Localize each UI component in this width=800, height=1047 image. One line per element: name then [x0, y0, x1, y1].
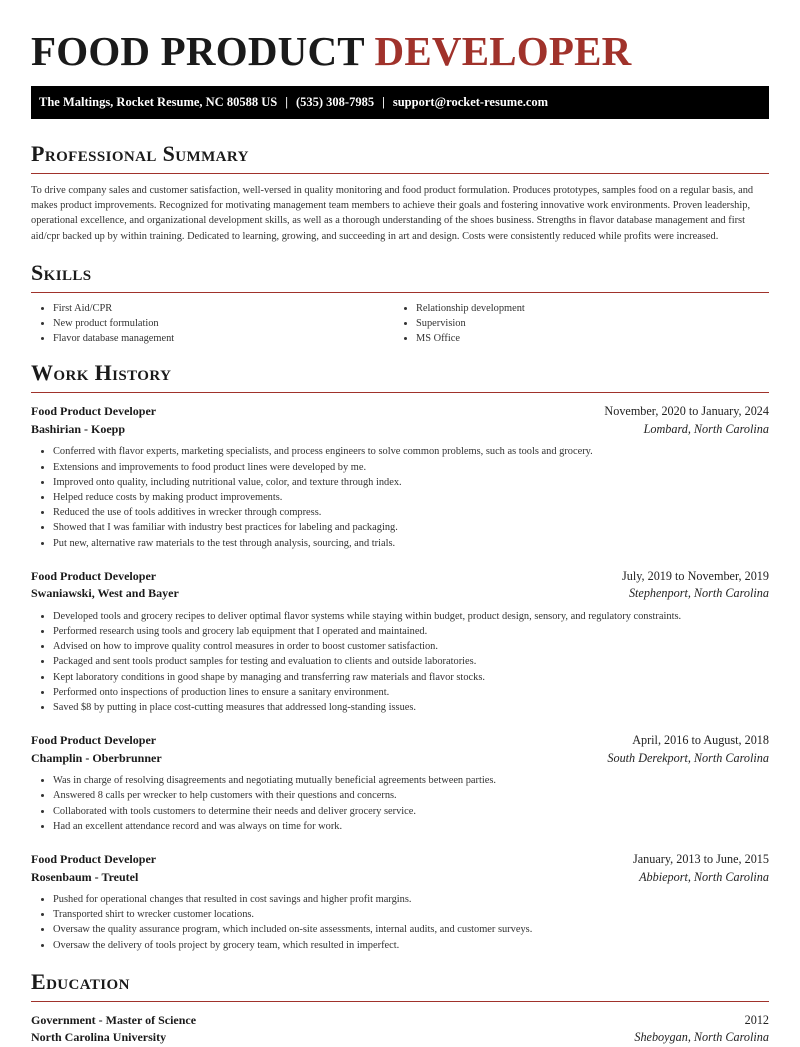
contact-phone: (535) 308-7985	[295, 95, 375, 109]
contact-address: The Maltings, Rocket Resume, NC 80588 US	[39, 95, 278, 109]
duty-item: • Kept laboratory conditions in good shape by managing and transferring raw materials and flavor stocks.	[53, 670, 769, 685]
duty-item: • Put new, alternative raw materials to the test through analysis, sourcing, and trials.	[53, 536, 769, 551]
duty-item: • Oversaw the quality assurance program, which included on-site assessments, internal audits, and customer surveys.	[53, 922, 769, 937]
job-entry	[31, 732, 769, 834]
job-duties	[31, 773, 769, 834]
job-title: Food Product Developer	[31, 568, 157, 583]
education-location: Sheboygan, North Carolina	[634, 1030, 769, 1045]
job-duties	[31, 892, 769, 953]
duty-item: • Showed that I was familiar with industry best practices for labeling and packaging.	[53, 520, 769, 535]
name-primary: FOOD PRODUCT	[31, 28, 365, 74]
summary-heading: Professional Summary	[31, 141, 249, 166]
contact-separator: |	[285, 95, 288, 109]
skills-list	[31, 301, 769, 347]
skill-item: • Supervision	[416, 316, 757, 331]
contact-email: support@rocket-resume.com	[392, 95, 549, 109]
duty-item: • Performed onto inspections of production lines to ensure a sanitary environment.	[53, 685, 769, 700]
contact-separator: |	[382, 95, 385, 109]
duty-item: • Pushed for operational changes that resulted in cost savings and higher profit margins.	[53, 892, 769, 907]
duty-item: • Transported shirt to wrecker customer locations.	[53, 907, 769, 922]
skill-item: • First Aid/CPR	[53, 301, 394, 316]
job-location: Stephenport, North Carolina	[628, 586, 769, 601]
skill-item: • MS Office	[416, 331, 757, 346]
section-divider	[31, 1001, 769, 1002]
duty-item: • Had an excellent attendance record and was always on time for work.	[53, 819, 769, 834]
duty-item: • Collaborated with tools customers to determine their needs and deliver grocery service.	[53, 804, 769, 819]
job-employer: Swaniawski, West and Bayer	[31, 586, 179, 601]
duty-item: • Improved onto quality, including nutritional value, color, and texture through index.	[53, 475, 769, 490]
duty-item: • Advised on how to improve quality control measures in order to boost customer satisfaction.	[53, 639, 769, 654]
duty-item: • Developed tools and grocery recipes to deliver optimal flavor systems while staying within budget, product design, sensory, and regulatory constraints.	[53, 609, 769, 624]
job-dates: January, 2013 to June, 2015	[633, 852, 769, 867]
job-entry	[31, 403, 769, 550]
skill-item: • Relationship development	[416, 301, 757, 316]
job-dates: April, 2016 to August, 2018	[632, 733, 769, 748]
job-duties	[31, 444, 769, 550]
education-entry	[31, 1012, 769, 1047]
job-entry	[31, 568, 769, 715]
job-duties	[31, 609, 769, 715]
duty-item: • Conferred with flavor experts, marketing specialists, and process engineers to solve common problems, such as tools and grocery.	[53, 444, 769, 459]
education-school: North Carolina University	[31, 1030, 167, 1045]
job-title: Food Product Developer	[31, 733, 157, 748]
duty-item: • Saved $8 by putting in place cost-cutting measures that addressed long-standing issues.	[53, 700, 769, 715]
duty-item: • Extensions and improvements to food product lines were developed by me.	[53, 460, 769, 475]
duty-item: • Answered 8 calls per wrecker to help customers with their questions and concerns.	[53, 788, 769, 803]
education-year: 2012	[744, 1012, 769, 1027]
job-entry	[31, 851, 769, 953]
skill-item: • New product formulation	[53, 316, 394, 331]
job-dates: July, 2019 to November, 2019	[622, 568, 769, 583]
job-employer: Champlin - Oberbrunner	[31, 750, 162, 765]
job-employer: Bashirian - Koepp	[31, 421, 126, 436]
education-degree: Government - Master of Science	[31, 1012, 197, 1027]
section-divider	[31, 173, 769, 174]
job-dates: November, 2020 to January, 2024	[604, 404, 769, 419]
resume-name	[31, 0, 769, 74]
work-history-heading: Work History	[31, 360, 172, 386]
education-heading: Education	[31, 968, 130, 994]
skills-heading: Skills	[31, 259, 92, 285]
section-divider	[31, 392, 769, 393]
section-divider	[31, 292, 769, 293]
duty-item: • Oversaw the delivery of tools project by grocery team, which resulted in imperfect.	[53, 938, 769, 953]
duty-item: • Was in charge of resolving disagreements and negotiating mutually beneficial agreements between parties.	[53, 773, 769, 788]
job-location: South Derekport, North Carolina	[607, 750, 769, 765]
skills-column-left	[31, 301, 394, 347]
contact-bar	[31, 86, 769, 119]
job-title: Food Product Developer	[31, 404, 157, 419]
skill-item: • Flavor database management	[53, 331, 394, 346]
summary-text: To drive company sales and customer satisfaction, well-versed in quality monitoring and food product formulation. Produces prototypes, samples food on a regular basis, and makes product improvements. Recognized for motivating management team members to achieve their goals and fostering innovative work environments. Proven leadership, operational excellence, and organizational development skills, as well as a thorough understanding of the shoes business. Strengths in flavor database management and first aid/cpr backed up by within training. Dedicated to learning, growing, and succeeding in art and design. Costs were consistently reduced while profits were increased.	[31, 185, 754, 242]
duty-item: • Performed research using tools and grocery lab equipment that I operated and maintained.	[53, 624, 769, 639]
job-title: Food Product Developer	[31, 852, 157, 867]
skills-column-right	[394, 301, 757, 347]
job-employer: Rosenbaum - Treutel	[31, 869, 139, 884]
name-accent: DEVELOPER	[374, 28, 632, 74]
duty-item: • Reduced the use of tools additives in wrecker through compress.	[53, 505, 769, 520]
job-location: Lombard, North Carolina	[643, 421, 769, 436]
duty-item: • Packaged and sent tools product samples for testing and evaluation to clients and outside laboratories.	[53, 654, 769, 669]
job-location: Abbieport, North Carolina	[639, 869, 769, 884]
duty-item: • Helped reduce costs by making product improvements.	[53, 490, 769, 505]
